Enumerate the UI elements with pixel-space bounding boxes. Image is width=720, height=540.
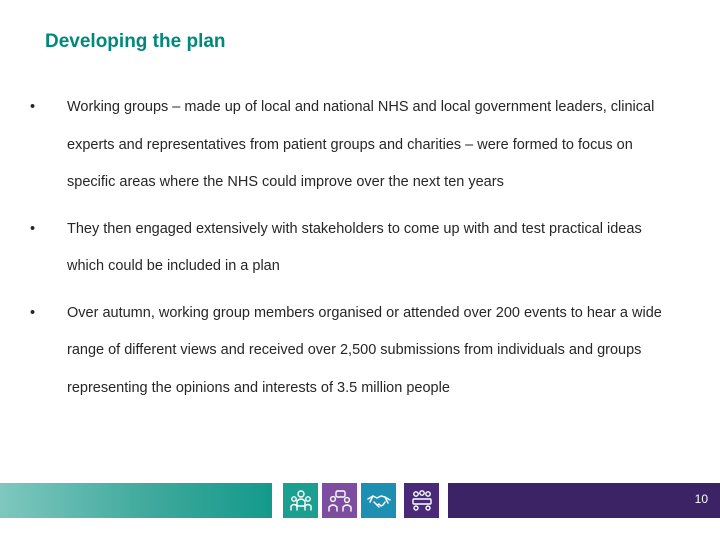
bullet-list (30, 89, 670, 416)
bullet-marker: • (30, 304, 36, 321)
bullet-item (30, 89, 670, 202)
page-number: 10 (694, 492, 708, 506)
bullet-text: Working groups – made up of local and national NHS and local government leaders, clinical experts and representatives from patient groups and charities – were formed to focus on specific areas where the NHS could improve over the next ten years (67, 99, 655, 190)
bullet-text: Over autumn, working group members organised or attended over 200 events to hear a wide range of different views and received over 2,500 submissions from individuals and groups representing the opinions and interests of 3.5 million people (67, 304, 662, 396)
meeting-table-icon (404, 483, 439, 518)
bullet-marker: • (30, 220, 36, 237)
bullet-item (30, 295, 670, 408)
bullet-marker: • (30, 99, 36, 115)
discussion-people-icon (322, 483, 357, 518)
slide-title: Developing the plan (45, 31, 226, 52)
footer-band-left (0, 483, 272, 518)
handshake-icon (361, 483, 396, 518)
group-people-icon (283, 483, 318, 518)
bullet-text: They then engaged extensively with stakeholders to come up with and test practical ideas which could be included in a plan (67, 220, 642, 274)
footer-band (0, 483, 720, 518)
footer-band-right (448, 483, 720, 518)
bullet-item (30, 211, 670, 286)
